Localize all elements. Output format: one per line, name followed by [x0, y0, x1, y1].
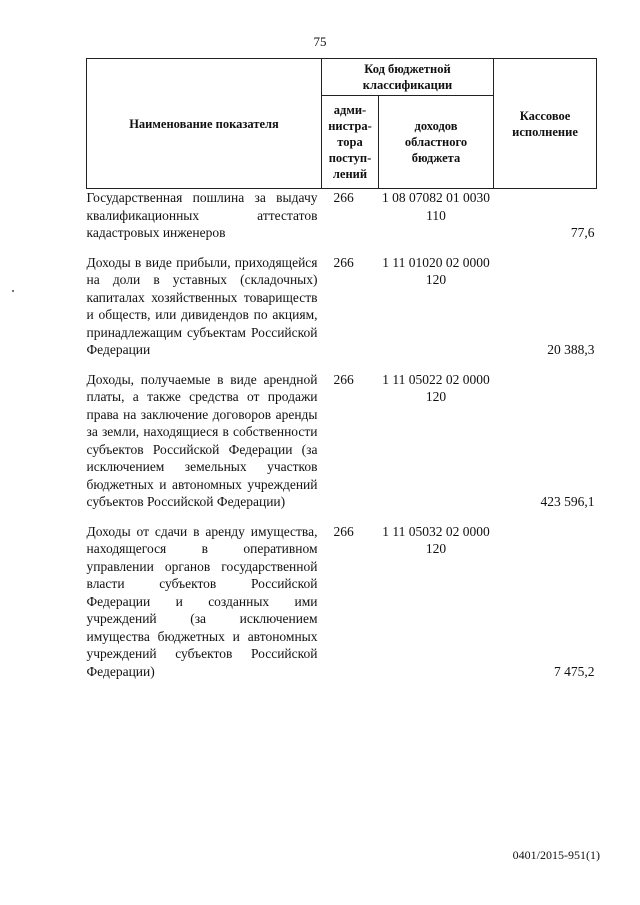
scan-speck: [12, 290, 14, 292]
row-admin-code: 266: [333, 254, 354, 270]
table-row: [87, 371, 597, 523]
row-admin-code: 266: [333, 190, 354, 205]
row-amount: 423 596,1: [540, 494, 595, 509]
row-name: Государственная пошлина за выдачу квалификационных аттестатов кадастровых инженеров: [86, 190, 318, 240]
header-administrator: адми-нистра-тора поступ-лений: [322, 96, 379, 189]
header-cash-execution: Кассовое исполнение: [494, 59, 597, 189]
row-name: Доходы от сдачи в аренду имущества, находящегося в оперативном управлении органов государственной власти субъектов Российской Федерации и созданных ими учреждений (за исключением имущества бюджетных и автономных учреждений субъектов Российской Федерации): [86, 523, 318, 679]
row-income-code: 1 11 01020 02 0000 120: [382, 254, 490, 287]
header-budget-code: Код бюджетной классификации: [322, 59, 494, 96]
header-indicator-name: Наименование показателя: [87, 59, 322, 189]
page-number: 75: [313, 34, 327, 49]
row-admin-code: 266: [333, 523, 354, 539]
row-name: Доходы, получаемые в виде арендной платы, а также средства от продажи права на заключение договоров аренды за земли, находящиеся в собственности субъектов Российской Федерации (за исключением земельных участков бюджетных и автономных учреждений субъектов Российской Федерации): [86, 371, 318, 509]
row-name: Доходы в виде прибыли, приходящейся на доли в уставных (складочных) капиталах хозяйственных товариществ и обществ, или дивидендов по акциям, принадлежащим субъектам Российской Федерации: [86, 254, 318, 357]
table-row: [87, 523, 597, 693]
table-row: [87, 189, 597, 254]
row-amount: 77,6: [570, 225, 595, 240]
budget-revenue-table: [86, 58, 597, 692]
row-income-code: 1 11 05022 02 0000 120: [382, 371, 490, 404]
table-row: [87, 254, 597, 371]
row-income-code: 1 08 07082 01 0030 110: [382, 190, 490, 223]
row-amount: 7 475,2: [554, 663, 595, 679]
document-code: 0401/2015-951(1): [512, 848, 600, 862]
row-amount: 20 388,3: [547, 342, 595, 357]
row-income-code: 1 11 05032 02 0000 120: [382, 523, 490, 556]
header-regional-income: доходов областного бюджета: [379, 96, 494, 189]
row-admin-code: 266: [333, 371, 354, 387]
